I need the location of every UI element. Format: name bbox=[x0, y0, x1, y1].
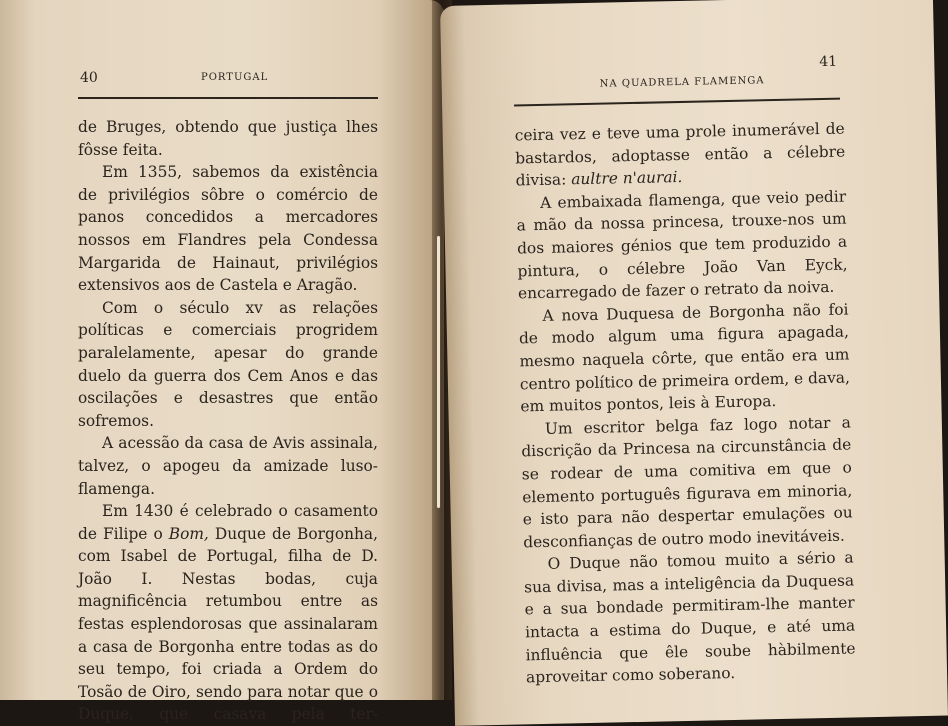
right-paragraph-1 bbox=[514, 118, 845, 193]
left-body-text bbox=[78, 116, 378, 726]
binding-thread bbox=[437, 236, 440, 508]
left-paragraph-4: A acessão da casa de Avis assinala, talvez, o apogeu da amizade luso-flamenga. bbox=[78, 434, 378, 498]
right-paragraph-5: O Duque não tomou muito a sério a sua divisa, mas a inteligência da Duquesa e a sua bondade permitiram-lhe manter intacta a estima do Duque, e até uma influência que êle soube hàbilmente aproveitar como soberano. bbox=[524, 548, 856, 687]
right-header-rule bbox=[514, 98, 840, 106]
right-paragraph-1-text: ceira vez e teve uma prole inumerável de bastardos, adoptasse então a célebre divisa: bbox=[514, 119, 846, 190]
left-page-number: 40 bbox=[80, 70, 98, 86]
left-paragraph-3: Com o século xv as relações políticas e comerciais progridem paralelamente, apesar do grande duelo da guerra dos Cem Anos e das oscilações e desastres que então sofremos. bbox=[78, 298, 378, 430]
right-running-head: NA QUADRELA FLAMENGA bbox=[599, 75, 765, 90]
right-body-text bbox=[514, 118, 856, 690]
left-paragraph-2: Em 1355, sabemos da existência de privilégios sôbre o comércio de panos concedidos a mercadores nossos em Flandres pela Condessa Margarida de Hainaut, privilégios extensivos aos de Castela e Aragão. bbox=[78, 163, 378, 295]
right-page bbox=[440, 0, 948, 726]
left-paragraph-5-start: Em 1430 é celebrado o casamento de Filipe o bbox=[78, 502, 378, 543]
left-paragraph-5 bbox=[78, 500, 378, 726]
left-paragraph-5-italic: Bom, bbox=[168, 524, 209, 543]
right-paragraph-3: A nova Duquesa de Borgonha não foi de modo algum uma figura apagada, mesmo naquela côrte, que então era um centro político de primeira ordem, e dava, em muitos pontos, leis à Europa. bbox=[518, 300, 851, 416]
right-paragraph-1-motto: aultre n'aurai. bbox=[571, 168, 683, 189]
left-paragraph-5-end: Duque de Borgonha, com Isabel de Portugal, filha de D. João I. Nestas bodas, cuja magnificência retumbou entre as festas esplendorosas que assinalaram a casa de Borgonha entre todas as do seu tempo, foi criada a Ordem do Tosão de Oiro, sendo para notar que o Duque, que casava pela ter- bbox=[78, 524, 378, 724]
right-paragraph-2: A embaixada flamenga, que veio pedir a mão da nossa princesa, trouxe-nos um dos maiores génios que tem produzido a pintura, o célebre João Van Eyck, encarregado de fazer o retrato da noiva. bbox=[516, 187, 848, 303]
left-paragraph-1: de Bruges, obtendo que justiça lhes fôsse feita. bbox=[78, 118, 378, 159]
right-page-number: 41 bbox=[819, 53, 838, 71]
left-header-rule bbox=[78, 97, 378, 99]
left-running-head: PORTUGAL bbox=[201, 72, 269, 83]
left-page bbox=[0, 0, 444, 724]
right-paragraph-4: Um escritor belga faz logo notar a discrição da Princesa na circunstância de se rodear de uma comitiva em que o elemento português figurava em minoria, e isto para não despertar emulações ou desconfianças de outro modo inevitáveis. bbox=[521, 413, 853, 552]
